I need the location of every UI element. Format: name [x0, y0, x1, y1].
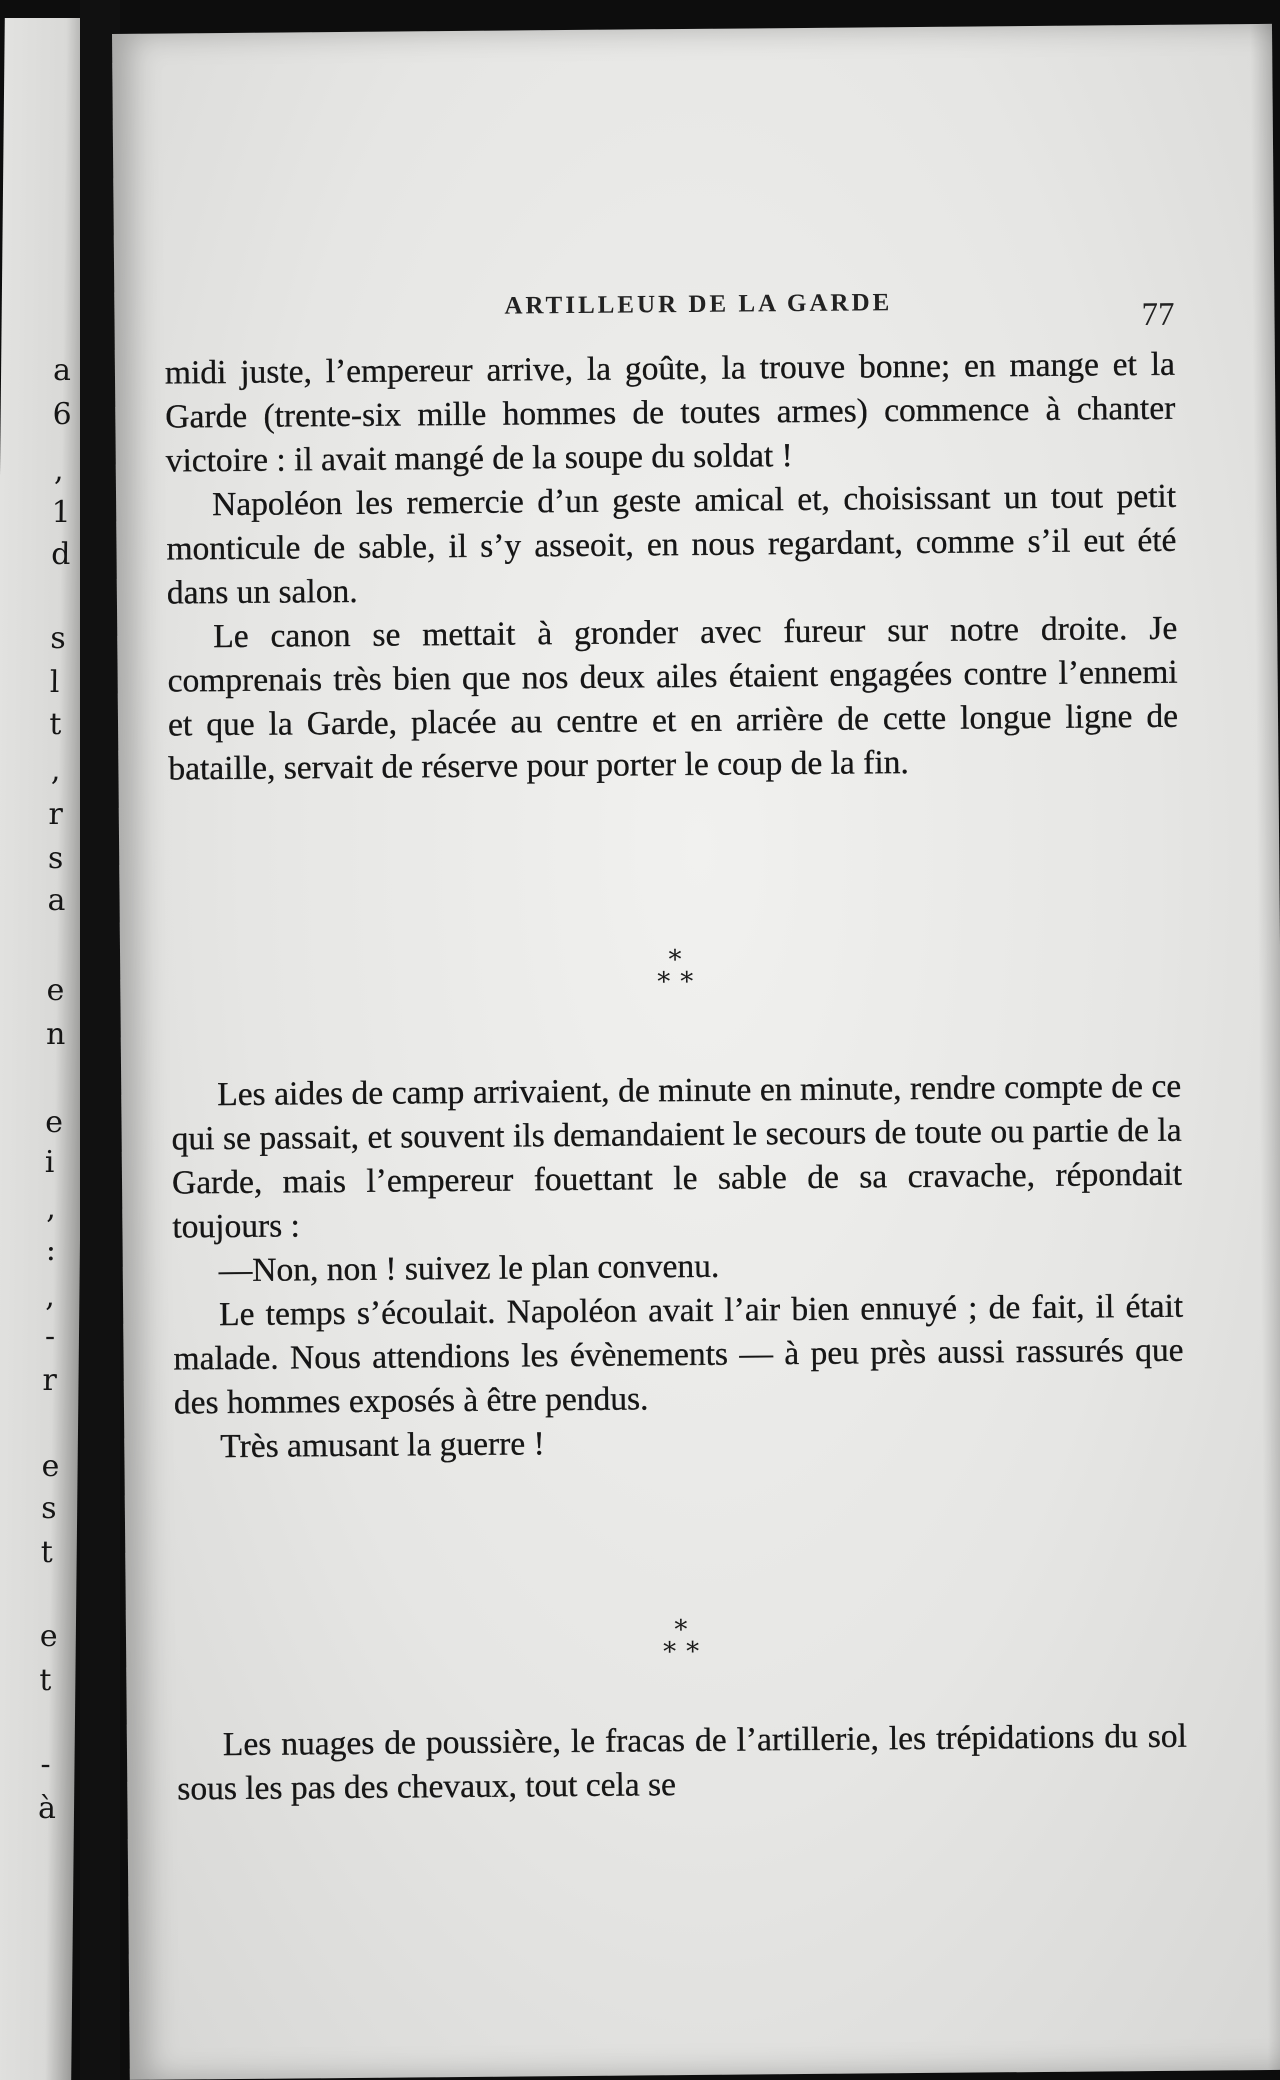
previous-page-fragment: e	[39, 1619, 58, 1654]
asterism-bottom: **	[663, 1636, 710, 1668]
paragraph: Les aides de camp arrivaient, de minute en minute, rendre compte de ce qui se passait, et souvent ils demandaient le secours de toute ou partie de la Garde, mais l’empereur fouettant le sable de sa cravache, répondait toujours :	[171, 1067, 1183, 1246]
previous-page-fragment: n	[45, 1017, 66, 1052]
previous-page-fragment: s	[41, 1491, 57, 1526]
previous-page-fragment: e	[45, 1105, 64, 1140]
running-head	[164, 287, 1174, 336]
paragraph: Napoléon les remercie d’un geste amical et, choisissant un tout petit monticule de sable, il s’y asseoit, en nous regardant, comme s’il eut été dans un salon.	[166, 477, 1177, 612]
previous-page-fragment: -	[40, 1747, 51, 1782]
previous-page-fragment: s	[50, 621, 66, 656]
previous-page-fragment: t	[40, 1535, 53, 1570]
paragraph: midi juste, l’empereur arrive, la goûte, la trouve bonne; en mange et la Garde (trente-six mille hommes de toutes armes) commence à chanter victoire : il avait mangé de la soupe du soldat !	[164, 345, 1176, 480]
paragraph: Le temps s’écoulait. Napoléon avait l’air bien ennuyé ; de fait, il était malade. Nous attendions les évènements — à peu près aussi rassurés que des hommes exposés à être pendus.	[173, 1287, 1184, 1422]
section-break-asterism	[176, 1615, 1186, 1674]
previous-page-fragment: 1	[51, 495, 71, 530]
previous-page-fragment: :	[45, 1233, 57, 1268]
previous-page-fragment: i	[44, 1145, 55, 1180]
book-page	[112, 24, 1280, 2080]
previous-page-fragment: a	[52, 353, 72, 388]
text-block-1	[165, 343, 1179, 792]
previous-page-fragment: t	[39, 1663, 52, 1698]
previous-page-fragment: à	[37, 1791, 57, 1826]
previous-page-fragment: d	[50, 537, 71, 572]
page-number: 77	[1141, 296, 1175, 334]
page-content	[162, 25, 1188, 1808]
previous-page-fragment: -	[44, 1319, 56, 1354]
previous-page-fragment: l	[49, 665, 60, 700]
paragraph: Le canon se mettait à gronder avec fureur sur notre droite. Je comprenais très bien que nos deux ailes étaient engagées contre l’ennemi et que la Garde, placée au centre et en arrière de cette longue ligne de bataille, servait de réserve pour porter le coup de la fin.	[167, 609, 1179, 788]
previous-page-fragment: ,	[50, 753, 61, 788]
previous-page-fragment: s	[47, 841, 64, 876]
page-edge-shadow	[1250, 24, 1280, 2070]
paragraph: Très amusant la guerre !	[220, 1425, 545, 1466]
previous-page-fragment: e	[41, 1449, 60, 1484]
asterism-bottom: **	[657, 966, 704, 998]
text-block-2	[171, 1065, 1184, 1470]
previous-page-fragment: t	[49, 707, 62, 742]
previous-page-fragment: ,	[53, 453, 64, 488]
previous-page-edge	[0, 18, 93, 2080]
text-block-3	[177, 1715, 1188, 1812]
previous-page-fragment: r	[48, 797, 63, 832]
previous-page-fragment: ,	[46, 1191, 57, 1226]
section-break-asterism	[170, 945, 1180, 1004]
running-title: ARTILLEUR DE LA GARDE	[504, 289, 893, 320]
paragraph: Les nuages de poussière, le fracas de l’artillerie, les trépidations du sol sous les pas des chevaux, tout cela se	[177, 1717, 1188, 1808]
previous-page-fragment: ,	[45, 1279, 56, 1314]
previous-page-fragment: r	[42, 1363, 58, 1398]
asterism-top: *	[668, 945, 682, 976]
asterism-top: *	[674, 1615, 688, 1646]
previous-page-fragment: e	[46, 973, 65, 1008]
previous-page-fragment: 6	[52, 397, 72, 432]
previous-page-fragment: a	[47, 883, 66, 918]
paragraph: —Non, non ! suivez le plan convenu.	[218, 1247, 720, 1290]
